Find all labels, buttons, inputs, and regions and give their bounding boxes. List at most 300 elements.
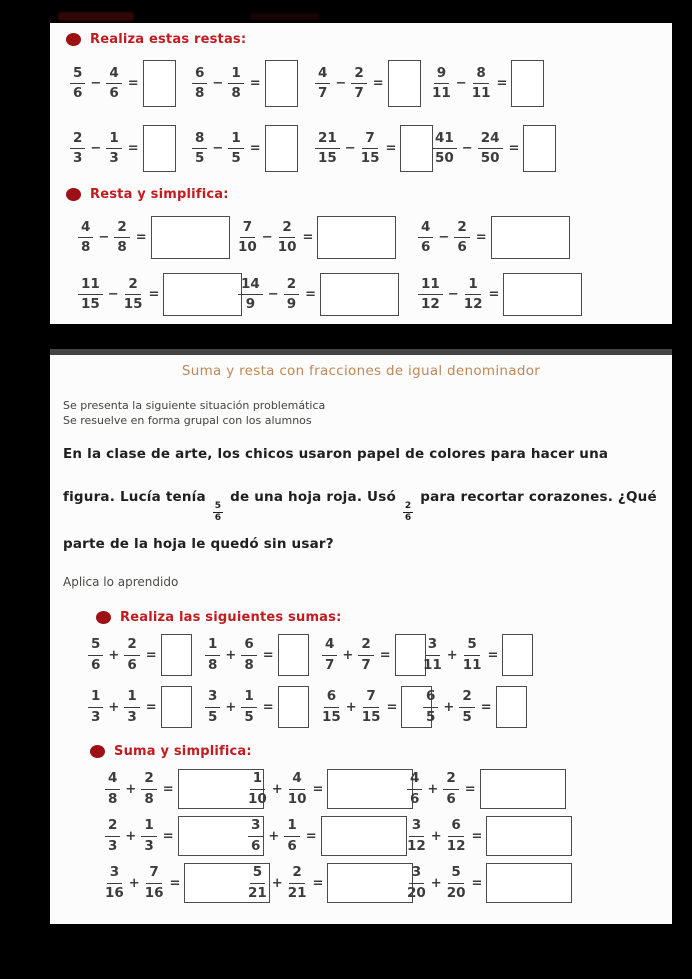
fraction-denominator: 20 [407, 884, 426, 901]
fraction-numerator: 2 [284, 278, 299, 296]
operator-sign: − [267, 287, 279, 302]
equals-sign: = [312, 875, 324, 891]
answer-box[interactable] [265, 125, 298, 172]
operator-sign: + [446, 647, 458, 663]
fraction-denominator: 10 [238, 239, 257, 255]
exercise-item [88, 634, 205, 676]
fraction-numerator: 1 [284, 819, 299, 837]
fraction-numerator: 6 [324, 690, 339, 708]
fraction-denominator: 3 [109, 150, 119, 166]
operator-sign: − [212, 141, 224, 156]
fraction [70, 64, 85, 101]
fraction-numerator: 2 [70, 132, 85, 150]
fraction-numerator: 6 [192, 67, 207, 85]
operator-sign: − [335, 76, 347, 91]
fraction [141, 772, 156, 806]
fraction-denominator: 8 [108, 790, 118, 807]
operator-sign: − [212, 76, 224, 91]
fraction-numerator: 2 [459, 690, 474, 708]
fraction-denominator: 6 [446, 790, 456, 807]
problem-text-part: de una hoja roja. Usó [230, 489, 396, 505]
fraction-numerator: 1 [88, 690, 103, 708]
answer-box[interactable] [327, 769, 413, 809]
fraction-numerator: 2 [124, 638, 139, 656]
fraction [228, 64, 243, 101]
exercise-item [88, 686, 205, 728]
fraction-denominator: 8 [144, 790, 154, 807]
fraction-numerator: 1 [228, 67, 243, 85]
fraction-denominator: 50 [435, 150, 454, 166]
operator-sign: + [125, 781, 137, 797]
equals-sign: = [262, 699, 274, 715]
equals-sign: = [464, 781, 476, 797]
equals-sign: = [379, 647, 391, 663]
exercise-item [407, 769, 662, 809]
fraction-denominator: 10 [248, 790, 267, 807]
fraction [418, 218, 433, 255]
operator-sign: + [443, 699, 455, 715]
fraction [407, 866, 426, 900]
scan-artifact [250, 13, 320, 20]
worksheet-panel-sumas [50, 349, 672, 924]
exercise-item [248, 769, 407, 809]
section-heading-sumas [96, 610, 672, 625]
exercise-item [248, 816, 407, 856]
fraction [105, 772, 120, 806]
fraction [463, 275, 483, 312]
operator-sign: − [344, 141, 356, 156]
equals-sign: = [302, 230, 314, 245]
intro-text [63, 398, 672, 428]
exercise-item [315, 125, 432, 172]
fraction-numerator: 7 [363, 690, 378, 708]
exercise-item [105, 769, 248, 809]
fraction-denominator: 21 [287, 884, 307, 901]
operator-sign: + [225, 647, 237, 663]
equals-sign: = [169, 875, 181, 891]
exercise-item [315, 60, 432, 107]
fraction-denominator: 6 [421, 239, 431, 255]
fraction-denominator: 10 [277, 239, 297, 255]
suma-simplifica-exercise-grid [105, 769, 662, 903]
exercise-item [192, 60, 315, 107]
fraction-numerator: 3 [409, 819, 424, 837]
fraction-denominator: 10 [287, 790, 307, 807]
fraction [78, 275, 103, 312]
fraction [418, 275, 443, 312]
fraction-denominator: 5 [195, 150, 205, 166]
operator-sign: + [430, 828, 442, 844]
fraction-denominator: 5 [244, 708, 254, 725]
answer-box[interactable] [321, 816, 407, 856]
exercise-item [78, 273, 238, 316]
fraction-numerator: 3 [205, 690, 220, 708]
fraction-denominator: 7 [325, 656, 335, 673]
fraction-numerator: 4 [407, 772, 422, 790]
exercise-item [407, 863, 662, 903]
answer-box[interactable] [278, 686, 309, 728]
fraction-denominator: 11 [423, 656, 442, 673]
exercise-item [407, 816, 662, 856]
equals-sign: = [480, 699, 492, 715]
fraction-numerator: 1 [228, 132, 243, 150]
fraction-denominator: 5 [208, 708, 218, 725]
fraction-numerator: 8 [473, 67, 488, 85]
fraction-denominator: 15 [81, 296, 100, 312]
equals-sign: = [127, 141, 139, 156]
fraction-numerator: 6 [241, 638, 256, 656]
fraction-numerator: 41 [432, 132, 457, 150]
operator-sign: − [438, 230, 450, 245]
exercise-item [70, 60, 192, 107]
fraction [248, 772, 267, 806]
fraction [407, 772, 422, 806]
equals-sign: = [386, 699, 398, 715]
fraction-denominator: 6 [287, 837, 297, 854]
fraction-denominator: 3 [144, 837, 154, 854]
operator-sign: − [461, 141, 473, 156]
equals-sign: = [145, 647, 157, 663]
fraction-denominator: 5 [462, 708, 472, 725]
fraction-denominator: 5 [426, 708, 436, 725]
operator-sign: + [108, 699, 120, 715]
page-title: Suma y resta con fracciones de igual denominador [181, 363, 541, 379]
fraction [447, 819, 466, 853]
fraction-denominator: 7 [354, 85, 364, 101]
fraction-denominator: 6 [127, 656, 137, 673]
fraction-numerator: 7 [362, 132, 377, 150]
exercise-item [423, 686, 662, 728]
fraction-numerator: 1 [205, 638, 220, 656]
fraction-denominator: 12 [446, 837, 466, 854]
fraction [315, 129, 340, 166]
answer-box[interactable] [491, 216, 570, 259]
fraction [124, 638, 139, 672]
fraction [78, 218, 93, 255]
answer-box[interactable] [151, 216, 230, 259]
fraction [228, 129, 243, 166]
answer-box[interactable] [486, 816, 572, 856]
operator-sign: + [225, 699, 237, 715]
answer-box[interactable] [502, 634, 533, 676]
inline-fraction: $\frac{5}{6}$ [214, 501, 222, 523]
equals-sign: = [471, 875, 483, 891]
fraction [322, 638, 337, 672]
answer-box[interactable] [395, 634, 426, 676]
fraction-numerator: 3 [248, 819, 263, 837]
fraction [284, 275, 299, 312]
exercise-item [432, 125, 662, 172]
fraction-denominator: 11 [432, 85, 451, 101]
fraction [238, 275, 263, 312]
equals-sign: = [488, 287, 500, 302]
equals-sign: = [312, 781, 324, 797]
fraction-numerator: 6 [448, 819, 463, 837]
fraction-denominator: 16 [105, 884, 124, 901]
equals-sign: = [249, 141, 261, 156]
exercise-item [238, 273, 418, 316]
exercise-item [105, 863, 248, 903]
fraction-numerator: 2 [454, 221, 469, 239]
inline-fraction: $\frac{2}{6}$ [404, 501, 412, 523]
fraction-numerator: 4 [78, 221, 93, 239]
answer-box[interactable] [523, 125, 556, 172]
problem-statement [63, 433, 658, 566]
fraction [124, 690, 139, 724]
fraction-numerator: 6 [423, 690, 438, 708]
fraction-numerator: 5 [88, 638, 103, 656]
fraction [432, 64, 451, 101]
fraction [432, 129, 457, 166]
fraction [447, 866, 466, 900]
equals-sign: = [162, 781, 174, 797]
equals-sign: = [471, 828, 483, 844]
fraction-numerator: 14 [238, 278, 263, 296]
fraction-denominator: 3 [73, 150, 83, 166]
fraction-denominator: 3 [127, 708, 137, 725]
answer-box[interactable] [486, 863, 572, 903]
fraction-denominator: 6 [251, 837, 261, 854]
fraction-numerator: 2 [358, 638, 373, 656]
section-heading-label: Suma y simplifica: [114, 744, 252, 759]
bullet-icon [66, 33, 81, 46]
fraction-numerator: 1 [106, 132, 121, 150]
operator-sign: − [455, 76, 467, 91]
fraction [471, 64, 491, 101]
section-heading-restas [66, 32, 672, 47]
equals-sign: = [127, 76, 139, 91]
exercise-item [70, 125, 192, 172]
fraction [478, 129, 503, 166]
fraction [315, 64, 330, 101]
operator-sign: + [427, 781, 439, 797]
problem-text-part: En la clase de arte, los chicos usaron papel de colores para hacer una figura. Lucía tenía [63, 446, 609, 505]
fraction-denominator: 6 [91, 656, 101, 673]
sumas-exercise-grid [88, 634, 662, 728]
exercise-item [78, 216, 238, 259]
fraction-numerator: 4 [418, 221, 433, 239]
operator-sign: + [108, 647, 120, 663]
answer-box[interactable] [327, 863, 413, 903]
fraction-numerator: 21 [315, 132, 340, 150]
fraction-denominator: 11 [471, 85, 491, 101]
fraction-numerator: 2 [443, 772, 458, 790]
exercise-item [248, 863, 407, 903]
equals-sign: = [508, 141, 520, 156]
fraction [248, 819, 263, 853]
section-heading-label: Resta y simplifica: [90, 187, 229, 202]
fraction [351, 64, 366, 101]
answer-box[interactable] [511, 60, 544, 107]
operator-sign: − [447, 287, 459, 302]
aplica-label: Aplica lo aprendido [63, 575, 179, 589]
fraction-numerator: 1 [141, 819, 156, 837]
fraction [423, 690, 438, 724]
fraction [70, 129, 85, 166]
fraction [284, 819, 299, 853]
equals-sign: = [372, 76, 384, 91]
section-heading-label: Realiza las siguientes sumas: [120, 610, 342, 625]
answer-box[interactable] [400, 125, 433, 172]
fraction-denominator: 15 [361, 708, 381, 725]
fraction-denominator: 9 [245, 296, 256, 312]
fraction-numerator: 4 [105, 772, 120, 790]
fraction [106, 64, 121, 101]
equals-sign: = [496, 76, 508, 91]
equals-sign: = [305, 828, 317, 844]
fraction-numerator: 1 [250, 772, 265, 790]
fraction [443, 772, 458, 806]
fraction-denominator: 16 [144, 884, 164, 901]
answer-box[interactable] [265, 60, 298, 107]
fraction-numerator: 4 [322, 638, 337, 656]
answer-box[interactable] [496, 686, 527, 728]
fraction-numerator: 1 [465, 278, 480, 296]
fraction-numerator: 11 [418, 278, 443, 296]
answer-box[interactable] [503, 273, 582, 316]
operator-sign: + [125, 828, 137, 844]
exercise-item [238, 216, 418, 259]
resta-simplifica-exercise-grid [78, 216, 662, 316]
fraction-numerator: 9 [434, 67, 449, 85]
answer-box[interactable] [278, 634, 309, 676]
fraction-numerator: 4 [289, 772, 304, 790]
bullet-icon [66, 188, 81, 201]
exercise-item [423, 634, 662, 676]
exercise-item [205, 634, 322, 676]
bullet-icon [90, 745, 105, 758]
fraction-numerator: 3 [107, 866, 122, 884]
fraction [288, 772, 307, 806]
fraction-numerator: 2 [114, 221, 129, 239]
exercise-item [105, 816, 248, 856]
answer-box[interactable] [320, 273, 399, 316]
answer-box[interactable] [163, 273, 242, 316]
fraction-denominator: 8 [208, 656, 218, 673]
fraction-numerator: 5 [70, 67, 85, 85]
fraction-numerator: 11 [78, 278, 103, 296]
fraction [362, 690, 381, 724]
fraction-denominator: 8 [244, 656, 254, 673]
operator-sign: − [90, 141, 102, 156]
section-heading-resta-simplifica [66, 187, 672, 202]
fraction [423, 638, 442, 672]
fraction [288, 866, 307, 900]
equals-sign: = [249, 76, 261, 91]
operator-sign: − [90, 76, 102, 91]
section-heading-suma-simplifica [90, 744, 672, 759]
fraction [192, 64, 207, 101]
fraction-numerator: 2 [279, 221, 294, 239]
fraction-denominator: 3 [108, 837, 118, 854]
fraction-denominator: 8 [231, 85, 241, 101]
fraction-denominator: 15 [318, 150, 337, 166]
answer-box[interactable] [143, 60, 176, 107]
equals-sign: = [148, 287, 160, 302]
intro-line: Se presenta la siguiente situación problemática [63, 399, 326, 412]
fraction-denominator: 11 [462, 656, 482, 673]
answer-box[interactable] [161, 634, 192, 676]
fraction-denominator: 6 [109, 85, 119, 101]
fraction [459, 690, 474, 724]
fraction-denominator: 15 [322, 708, 341, 725]
answer-box[interactable] [388, 60, 421, 107]
fraction [322, 690, 341, 724]
fraction-numerator: 7 [240, 221, 255, 239]
fraction [88, 690, 103, 724]
fraction [360, 129, 380, 166]
answer-box[interactable] [161, 686, 192, 728]
answer-box[interactable] [480, 769, 566, 809]
fraction [241, 690, 256, 724]
fraction [454, 218, 469, 255]
operator-sign: + [271, 781, 283, 797]
fraction [123, 275, 143, 312]
scan-artifact [58, 12, 134, 21]
fraction-denominator: 21 [248, 884, 267, 901]
fraction [114, 218, 129, 255]
fraction-denominator: 12 [463, 296, 483, 312]
fraction-denominator: 6 [73, 85, 83, 101]
fraction-numerator: 24 [478, 132, 503, 150]
fraction-denominator: 20 [446, 884, 466, 901]
problem-text-part: para recortar corazones. ¿Qué parte de la hoja le quedó sin usar? [63, 489, 657, 552]
exercise-item [322, 634, 423, 676]
fraction-numerator: 1 [241, 690, 256, 708]
operator-sign: + [430, 875, 442, 891]
fraction-numerator: 1 [124, 690, 139, 708]
fraction [105, 819, 120, 853]
fraction-denominator: 6 [410, 790, 420, 807]
exercise-item [205, 686, 322, 728]
fraction-denominator: 15 [123, 296, 143, 312]
fraction-numerator: 2 [289, 866, 304, 884]
equals-sign: = [487, 647, 499, 663]
section-heading-label: Realiza estas restas: [90, 32, 247, 47]
fraction [463, 638, 482, 672]
fraction-numerator: 2 [125, 278, 140, 296]
fraction-denominator: 15 [360, 150, 380, 166]
fraction-numerator: 5 [250, 866, 265, 884]
fraction-denominator: 8 [81, 239, 91, 255]
exercise-item [418, 273, 662, 316]
fraction [238, 218, 257, 255]
fraction-denominator: 7 [361, 656, 371, 673]
operator-sign: − [98, 230, 110, 245]
answer-box[interactable] [317, 216, 396, 259]
fraction-denominator: 8 [195, 85, 205, 101]
fraction [141, 819, 156, 853]
fraction-denominator: 8 [117, 239, 127, 255]
fraction [205, 638, 220, 672]
operator-sign: − [107, 287, 119, 302]
operator-sign: + [128, 875, 140, 891]
equals-sign: = [385, 141, 397, 156]
fraction-numerator: 7 [146, 866, 161, 884]
fraction-denominator: 12 [421, 296, 440, 312]
fraction-denominator: 5 [231, 150, 241, 166]
worksheet-panel-restas [50, 23, 672, 324]
fraction [105, 866, 124, 900]
operator-sign: + [345, 699, 357, 715]
fraction-denominator: 6 [457, 239, 467, 255]
fraction-denominator: 7 [318, 85, 328, 101]
fraction-numerator: 4 [106, 67, 121, 85]
operator-sign: + [268, 828, 280, 844]
answer-box[interactable] [143, 125, 176, 172]
fraction [358, 638, 373, 672]
fraction [407, 819, 426, 853]
